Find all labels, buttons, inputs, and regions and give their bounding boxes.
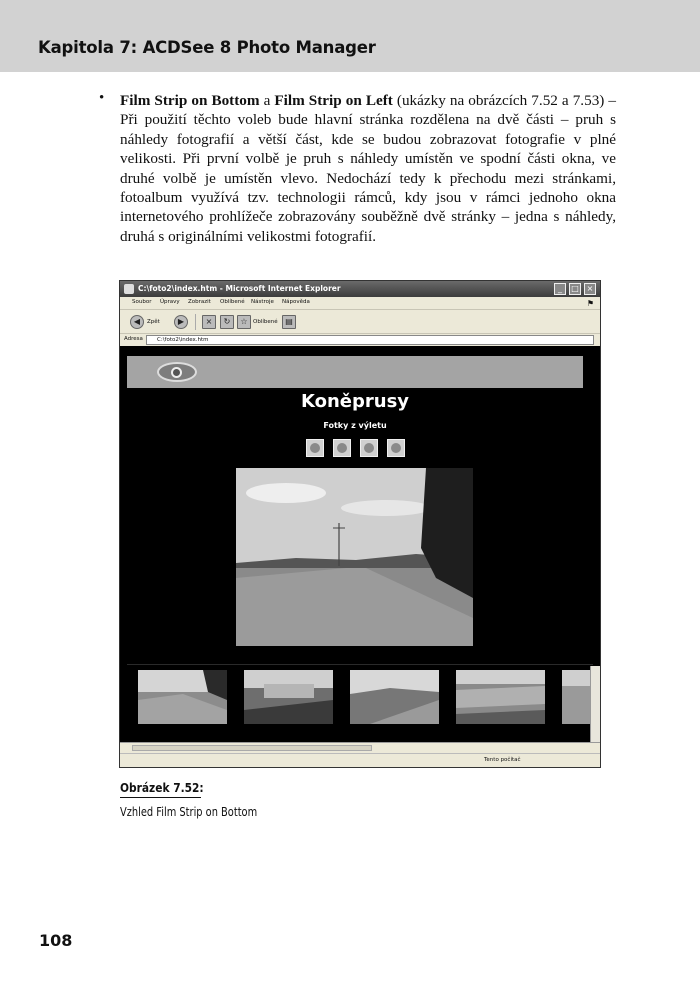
chapter-title: Kapitola 7: ACDSee 8 Photo Manager	[38, 38, 376, 57]
horizontal-scrollbar[interactable]	[120, 742, 600, 753]
close-button[interactable]: ×	[584, 283, 596, 295]
address-label: Adresa	[124, 336, 143, 342]
thumbnail-4[interactable]	[456, 670, 545, 724]
print-icon[interactable]: ▤	[282, 315, 296, 329]
address-bar	[120, 334, 600, 346]
status-bar	[120, 753, 600, 767]
minimize-button[interactable]: _	[554, 283, 566, 295]
body-paragraph	[120, 91, 616, 246]
term-film-strip-left: Film Strip on Left	[274, 92, 393, 109]
menu-help[interactable]: Nápověda	[282, 299, 310, 305]
album-banner	[127, 356, 583, 388]
thumbnail-1[interactable]	[138, 670, 227, 724]
stop-icon[interactable]: ×	[202, 315, 216, 329]
back-label[interactable]: Zpět	[147, 319, 160, 325]
figure-caption: Vzhled Film Strip on Bottom	[120, 805, 258, 819]
film-strip-divider	[127, 664, 593, 665]
main-photo	[236, 468, 473, 646]
address-input[interactable]	[146, 335, 594, 345]
star-icon[interactable]: ☆	[237, 315, 251, 329]
toolbar-separator	[195, 314, 196, 330]
status-zone: Tento počítač	[484, 757, 521, 763]
thumbnail-5[interactable]	[562, 670, 590, 724]
menu-favorites[interactable]: Oblíbené	[220, 299, 245, 305]
eye-logo	[157, 362, 197, 382]
scrollbar-thumb[interactable]	[132, 745, 372, 751]
ie-icon	[124, 284, 134, 294]
menu-tools[interactable]: Nástroje	[251, 299, 274, 305]
windows-flag-icon: ⚑	[586, 299, 594, 308]
menu-edit[interactable]: Úpravy	[160, 299, 180, 305]
thumbnail-2[interactable]	[244, 670, 333, 724]
browser-screenshot	[119, 280, 601, 768]
paragraph-text: (ukázky na obrázcích 7.52 a 7.53) – Při použití těchto voleb bude hlavní stránka rozdělena na dvě části – pruh s náhledy fotografií a větší část, kde se budou zobrazovat fotografie v plné velikosti. Při první volbě je pruh s náhledy umístěn ve spodní části okna, ve druhé volbě je umístěn vlevo. Nedochází tedy k přechodu mezi stránkami, fotoalbum využívá tzv. technologii rámců, kdy jsou v rámci jednoho okna internetového prohlížeče zobrazovány souběžně dvě stránky – jedna s náhledy, druhá s originálními velikostmi fotografií.	[120, 92, 616, 245]
forward-icon[interactable]: ▶	[174, 315, 188, 329]
address-value: C:\foto2\index.htm	[157, 337, 209, 343]
eye-pupil	[171, 367, 182, 378]
menu-view[interactable]: Zobrazit	[188, 299, 211, 305]
toolbar	[120, 309, 600, 334]
browser-titlebar	[120, 281, 600, 297]
page-viewport	[120, 346, 600, 742]
maximize-button[interactable]: □	[569, 283, 581, 295]
menu-file[interactable]: Soubor	[132, 299, 152, 305]
window-title: C:\foto2\index.htm - Microsoft Internet Explorer	[138, 284, 341, 293]
vertical-scrollbar[interactable]	[590, 666, 600, 742]
figure-label: Obrázek 7.52:	[120, 780, 204, 795]
term-film-strip-bottom: Film Strip on Bottom	[120, 92, 260, 109]
conjunction: a	[259, 92, 275, 109]
home-icon[interactable]	[306, 439, 324, 457]
next-icon[interactable]	[387, 439, 405, 457]
slideshow-icon[interactable]	[360, 439, 378, 457]
caption-rule	[120, 797, 201, 798]
previous-icon[interactable]	[333, 439, 351, 457]
page-number: 108	[39, 931, 73, 950]
album-title: Koněprusy	[300, 391, 410, 412]
album-subtitle: Fotky z výletu	[323, 421, 387, 430]
chapter-header-band	[0, 0, 700, 72]
menu-bar	[120, 297, 600, 309]
back-icon[interactable]: ◀	[130, 315, 144, 329]
bullet-marker: •	[99, 90, 105, 106]
thumbnail-3[interactable]	[350, 670, 439, 724]
refresh-icon[interactable]: ↻	[220, 315, 234, 329]
favorites-label[interactable]: Oblíbené	[253, 319, 278, 325]
